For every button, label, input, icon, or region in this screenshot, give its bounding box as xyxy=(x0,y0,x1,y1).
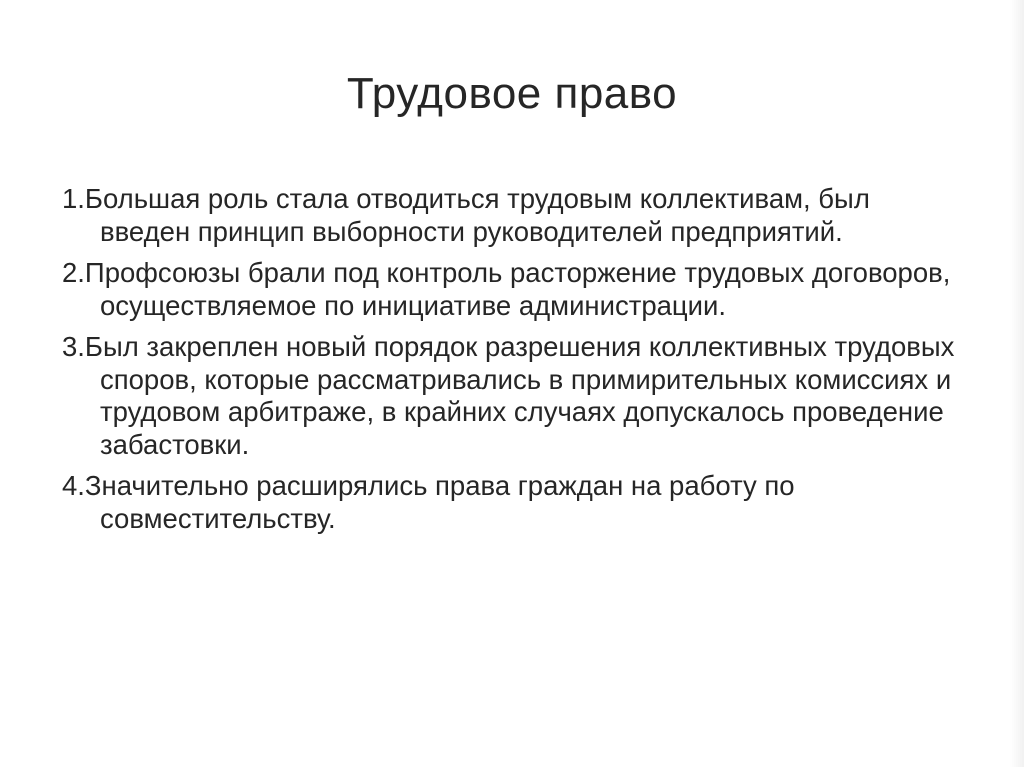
slide-title: Трудовое право xyxy=(346,69,678,118)
points-list xyxy=(62,183,962,544)
point-item-3: 3.Был закреплен новый порядок разрешения коллективных трудовых споров, которые рассматривались в примирительных комиссиях и трудовом арбитраже, в крайних случаях допускалось проведение забастовки. xyxy=(62,331,955,460)
point-item-4: 4.Значительно расширялись права граждан на работу по совместительству. xyxy=(62,470,795,534)
point-item-1: 1.Большая роль стала отводиться трудовым коллективам, был введен принцип выборности руководителей предприятий. xyxy=(62,183,870,247)
point-item-2: 2.Профсоюзы брали под контроль расторжение трудовых договоров, осуществляемое по инициативе администрации. xyxy=(62,257,951,321)
